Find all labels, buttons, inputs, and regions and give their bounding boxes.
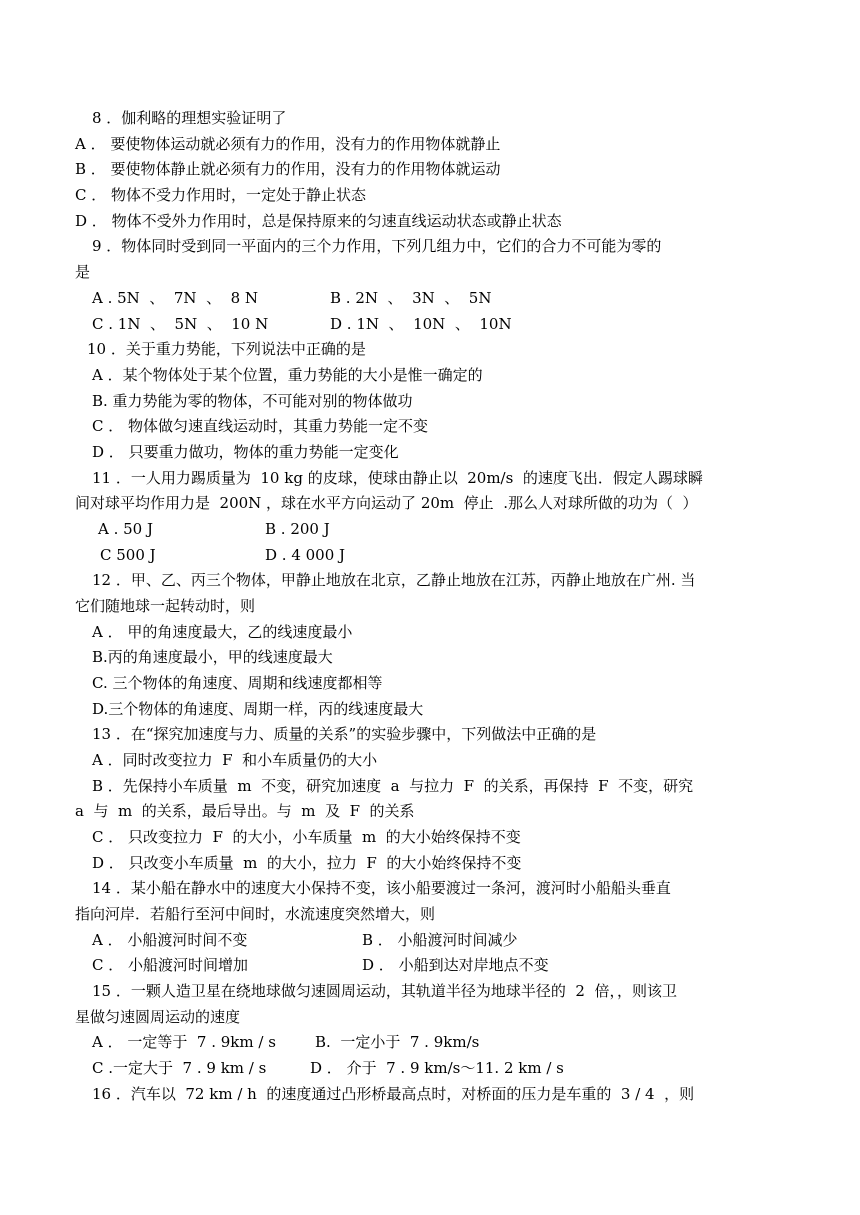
question-15-option-a: A ． 一定等于 7 . 9km / s <box>92 1033 276 1051</box>
question-14-option-b: B ． 小船渡河时间减少 <box>362 931 518 949</box>
question-16-stem: 16 ．汽车以 72 km / h 的速度通过凸形桥最高点时，对桥面的压力是车重的 3 / 4 ，则 <box>92 1085 695 1103</box>
question-12-stem-cont: 它们随地球一起转动时，则 <box>75 597 256 615</box>
question-13-option-b-cont: a 与 m 的关系，最后导出。与 m 及 F 的关系 <box>75 802 415 820</box>
question-10-option-a: A ．某个物体处于某个位置，重力势能的大小是惟一确定的 <box>92 366 483 384</box>
question-9-option-a: A . 5N 、 7N 、 8 N <box>92 289 259 307</box>
question-15-option-b: B. 一定小于 7 . 9km/s <box>315 1033 480 1051</box>
question-11-option-d: D . 4 000 J <box>265 546 346 564</box>
question-13-option-b: B ．先保持小车质量 m 不变，研究加速度 a 与拉力 F 的关系，再保持 F 不变，研究 <box>92 777 694 795</box>
question-8-option-b: B ． 要使物体静止就必须有力的作用，没有力的作用物体就运动 <box>75 160 501 178</box>
question-9-stem: 9 ．物体同时受到同一平面内的三个力作用，下列几组力中，它们的合力不可能为零的 <box>92 237 662 255</box>
question-13-option-c: C ． 只改变拉力 F 的大小，小车质量 m 的大小始终保持不变 <box>92 828 521 846</box>
question-14-option-d: D ． 小船到达对岸地点不变 <box>362 956 549 974</box>
question-9-stem-cont: 是 <box>75 263 91 281</box>
question-10-option-d: D ． 只要重力做功，物体的重力势能一定变化 <box>92 443 399 461</box>
question-9-option-c: C . 1N 、 5N 、 10 N <box>92 315 269 333</box>
question-15-stem: 15 ．一颗人造卫星在绕地球做匀速圆周运动，其轨道半径为地球半径的 2 倍，，则该卫 <box>92 982 677 1000</box>
question-14-option-a: A ． 小船渡河时间不变 <box>92 931 248 949</box>
question-12-option-b: B.丙的角速度最小，甲的线速度最大 <box>92 648 333 666</box>
question-8-option-d: D ． 物体不受外力作用时，总是保持原来的匀速直线运动状态或静止状态 <box>75 212 562 230</box>
question-8-option-c: C ． 物体不受力作用时，一定处于静止状态 <box>75 186 367 204</box>
question-14-stem-cont: 指向河岸．若船行至河中间时，水流速度突然增大，则 <box>75 905 436 923</box>
question-11-option-a: A . 50 J <box>98 520 154 538</box>
question-14-stem: 14 ．某小船在静水中的速度大小保持不变，该小船要渡过一条河，渡河时小船船头垂直 <box>92 879 671 897</box>
question-11-stem: 11 ．一人用力踢质量为 10 kg 的皮球，使球由静止以 20m/s 的速度飞出．假定人踢球瞬 <box>92 469 703 487</box>
question-10-option-b: B. 重力势能为零的物体，不可能对别的物体做功 <box>92 392 413 410</box>
question-12-option-d: D.三个物体的角速度、周期一样，丙的线速度最大 <box>92 700 424 718</box>
question-14-option-c: C ． 小船渡河时间增加 <box>92 956 249 974</box>
question-12-option-c: C. 三个物体的角速度、周期和线速度都相等 <box>92 674 383 692</box>
question-15-option-c: C .一定大于 7 . 9 km / s <box>92 1059 267 1077</box>
question-12-stem: 12 ．甲、乙、丙三个物体，甲静止地放在北京，乙静止地放在江苏，丙静止地放在广州. 当 <box>92 571 696 589</box>
question-11-option-c: C 500 J <box>100 546 156 564</box>
question-9-option-d: D . 1N 、 10N 、 10N <box>330 315 512 333</box>
question-15-stem-cont: 星做匀速圆周运动的速度 <box>75 1008 241 1026</box>
question-13-stem: 13 ．在“探究加速度与力、质量的关系”的实验步骤中，下列做法中正确的是 <box>92 725 597 743</box>
question-8-option-a: A ． 要使物体运动就必须有力的作用，没有力的作用物体就静止 <box>75 135 501 153</box>
question-13-option-a: A ．同时改变拉力 F 和小车质量仍的大小 <box>92 751 378 769</box>
question-13-option-d: D ． 只改变小车质量 m 的大小，拉力 F 的大小始终保持不变 <box>92 854 522 872</box>
question-10-stem: 10 ．关于重力势能，下列说法中正确的是 <box>87 340 366 358</box>
question-11-stem-cont: 间对球平均作用力是 200N ，球在水平方向运动了 20m 停止 .那么人对球所做的功为（ ） <box>75 494 698 512</box>
question-8-stem: 8 ．伽利略的理想实验证明了 <box>92 109 287 127</box>
question-15-option-d: D ． 介于 7 . 9 km/s～11. 2 km / s <box>310 1059 564 1077</box>
question-12-option-a: A ． 甲的角速度最大，乙的线速度最小 <box>92 623 353 641</box>
question-9-option-b: B . 2N 、 3N 、 5N <box>330 289 492 307</box>
question-10-option-c: C ． 物体做匀速直线运动时，其重力势能一定不变 <box>92 417 429 435</box>
question-11-option-b: B . 200 J <box>265 520 330 538</box>
